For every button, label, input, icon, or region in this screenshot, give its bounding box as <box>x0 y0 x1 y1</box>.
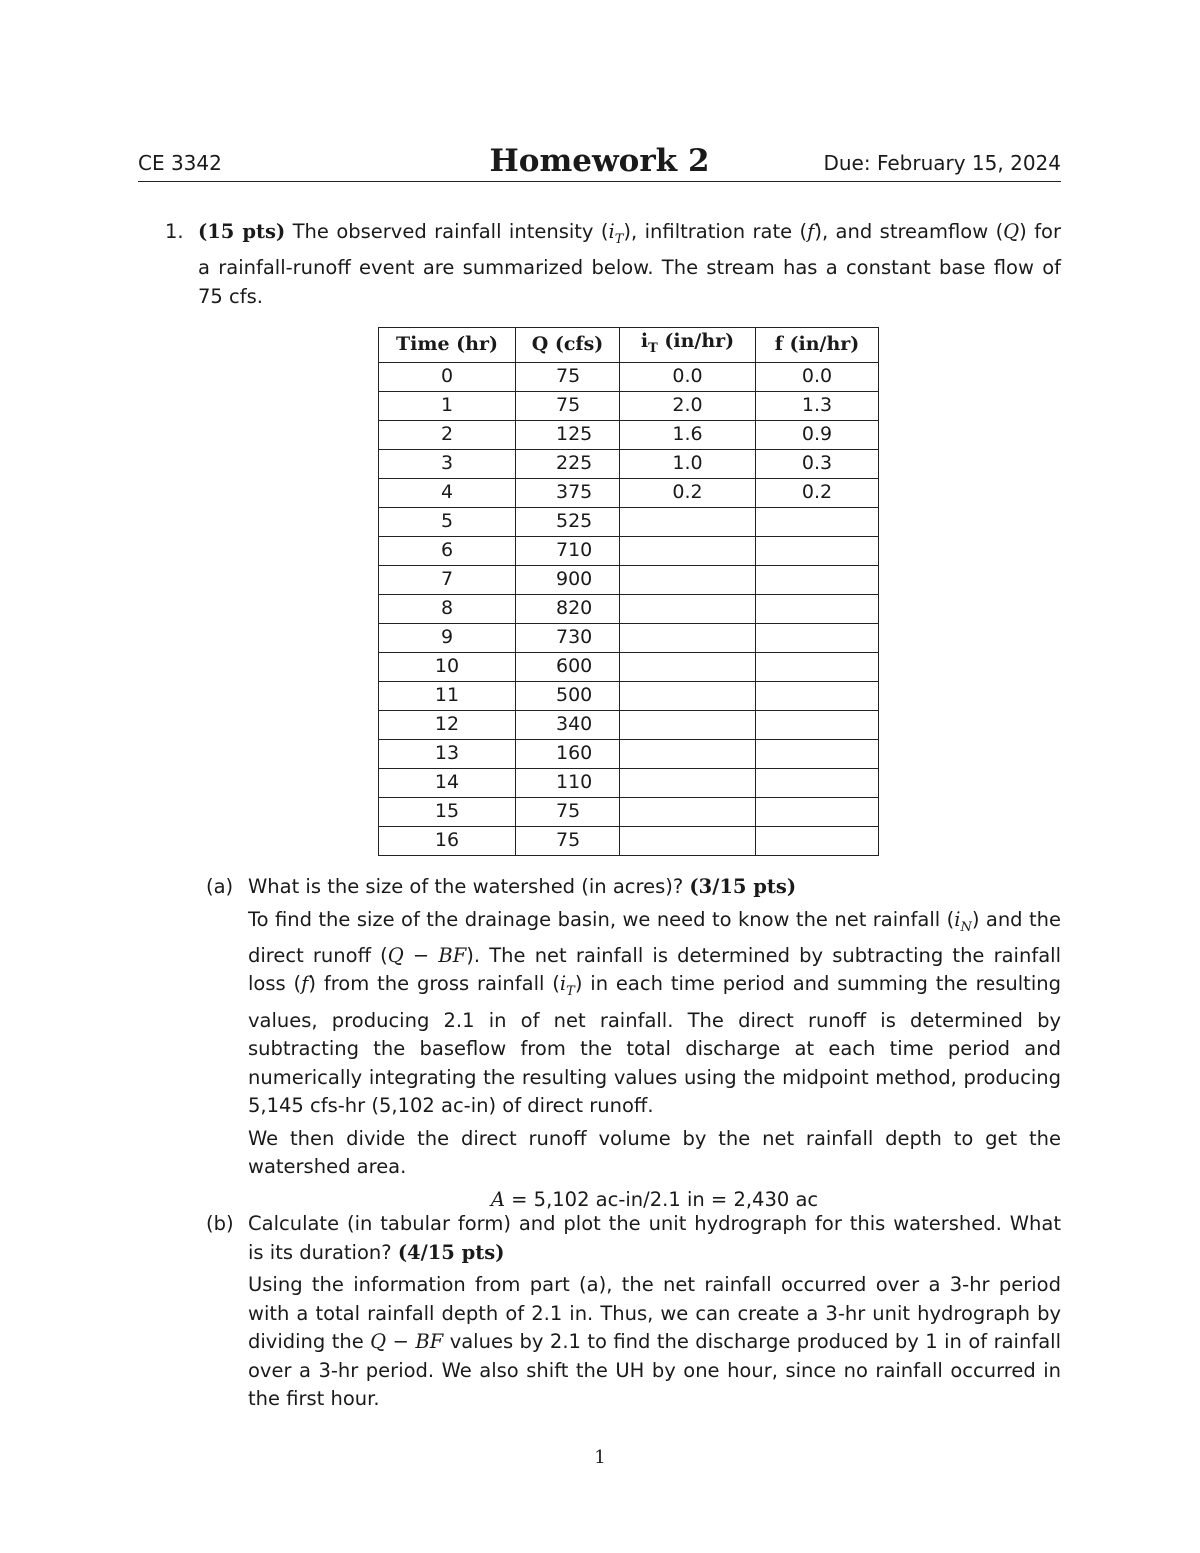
cell-f <box>756 826 879 855</box>
table-row <box>379 797 879 826</box>
cell-it <box>620 623 756 652</box>
table-row <box>379 565 879 594</box>
cell-it: 1.6 <box>620 420 756 449</box>
cell-f <box>756 565 879 594</box>
page-header <box>138 143 1061 182</box>
cell-f <box>756 623 879 652</box>
cell-it <box>620 652 756 681</box>
cell-time: 7 <box>379 565 516 594</box>
part-b-question: Calculate (in tabular form) and plot the unit hydrograph for this watershed. What is its duration? (4/15 pts) <box>248 1212 1061 1264</box>
cell-time: 16 <box>379 826 516 855</box>
cell-q: 340 <box>516 710 620 739</box>
table-row <box>379 710 879 739</box>
cell-it <box>620 797 756 826</box>
table-header-row <box>379 328 879 363</box>
table-row <box>379 507 879 536</box>
part-a-question: What is the size of the watershed (in acres)? (3/15 pts) <box>248 875 797 898</box>
cell-q: 75 <box>516 362 620 391</box>
cell-q: 160 <box>516 739 620 768</box>
cell-time: 11 <box>379 681 516 710</box>
cell-time: 4 <box>379 478 516 507</box>
cell-time: 1 <box>379 391 516 420</box>
area-equation: A = 5,102 ac-in/2.1 in = 2,430 ac <box>490 1187 819 1211</box>
part-a <box>206 873 1061 1218</box>
cell-q: 75 <box>516 826 620 855</box>
cell-time: 10 <box>379 652 516 681</box>
table-row <box>379 652 879 681</box>
cell-it: 1.0 <box>620 449 756 478</box>
cell-q: 525 <box>516 507 620 536</box>
cell-it <box>620 826 756 855</box>
cell-f: 0.0 <box>756 362 879 391</box>
cell-it: 2.0 <box>620 391 756 420</box>
cell-q: 75 <box>516 391 620 420</box>
table-row <box>379 826 879 855</box>
cell-f: 0.3 <box>756 449 879 478</box>
table-row <box>379 681 879 710</box>
part-a-paragraph-2: We then divide the direct runoff volume by the net rainfall depth to get the watershed area. <box>248 1126 1061 1179</box>
cell-q: 125 <box>516 420 620 449</box>
part-a-answer: To find the size of the drainage basin, we need to know the net rainfall $(i_N)$ and the direct runoff (Q − BF). The net rainfall is determined by subtracting the rainfall loss (f) from the gross rainfall $(i_T)$ in each time period and summing the resulting values, producing 2.1 in of net rainfall. The direct runoff is determined by subtracting the baseflow from the total discharge at each time period and numerically integrating the resulting values using the midpoint method, producing 5,145 cfs-hr (5,102 ac-in) of direct runoff. <box>248 907 1061 1118</box>
header-f: f (in/hr) <box>756 328 879 363</box>
cell-f <box>756 536 879 565</box>
cell-q: 600 <box>516 652 620 681</box>
cell-it <box>620 739 756 768</box>
table-row <box>379 420 879 449</box>
header-q: Q (cfs) <box>516 328 620 363</box>
cell-it: 0.2 <box>620 478 756 507</box>
table-row <box>379 536 879 565</box>
table-row <box>379 768 879 797</box>
table-body <box>379 362 879 855</box>
part-b-label: (b) <box>206 1212 234 1235</box>
cell-it <box>620 681 756 710</box>
table-row <box>379 362 879 391</box>
table-row <box>379 478 879 507</box>
cell-f: 0.9 <box>756 420 879 449</box>
cell-f <box>756 739 879 768</box>
rainfall-runoff-table <box>378 327 879 856</box>
part-a-label: (a) <box>206 875 234 898</box>
table-row <box>379 391 879 420</box>
table-row <box>379 623 879 652</box>
cell-q: 710 <box>516 536 620 565</box>
cell-time: 14 <box>379 768 516 797</box>
header-it: $i_T$ (in/hr) <box>620 328 756 363</box>
cell-q: 225 <box>516 449 620 478</box>
question-points: (15 pts) <box>198 220 286 243</box>
table-row <box>379 449 879 478</box>
cell-time: 0 <box>379 362 516 391</box>
question-number: 1. <box>165 220 184 243</box>
cell-it <box>620 594 756 623</box>
course-code: CE 3342 <box>138 151 222 175</box>
part-a-points: (3/15 pts) <box>689 875 797 898</box>
table-row <box>379 739 879 768</box>
due-date: Due: February 15, 2024 <box>823 151 1061 175</box>
cell-f: 0.2 <box>756 478 879 507</box>
cell-time: 9 <box>379 623 516 652</box>
cell-f <box>756 768 879 797</box>
cell-f <box>756 652 879 681</box>
cell-time: 3 <box>379 449 516 478</box>
cell-time: 6 <box>379 536 516 565</box>
cell-f: 1.3 <box>756 391 879 420</box>
question-1 <box>165 218 1061 311</box>
cell-q: 75 <box>516 797 620 826</box>
cell-it <box>620 507 756 536</box>
part-b-answer: Using the information from part (a), the net rainfall occurred over a 3-hr period with a total rainfall depth of 2.1 in. Thus, we can create a 3-hr unit hydrograph by dividing the Q − BF values by 2.1 to find the discharge produced by 1 in of rainfall over a 3-hr period. We also shift the UH by one hour, since no rainfall occurred in the first hour. <box>248 1273 1061 1410</box>
cell-f <box>756 797 879 826</box>
cell-q: 500 <box>516 681 620 710</box>
cell-q: 900 <box>516 565 620 594</box>
cell-f <box>756 507 879 536</box>
question-1-text: (15 pts) The observed rainfall intensity $(i_T)$, infiltration rate (f), and streamflow (Q) for a rainfall-runoff event are summarized below. The stream has a constant base flow of 75 cfs. <box>198 220 1062 308</box>
cell-time: 15 <box>379 797 516 826</box>
part-b <box>206 1210 1061 1418</box>
cell-time: 2 <box>379 420 516 449</box>
page-number: 1 <box>594 1447 606 1468</box>
cell-f <box>756 710 879 739</box>
cell-q: 820 <box>516 594 620 623</box>
cell-it <box>620 536 756 565</box>
cell-time: 12 <box>379 710 516 739</box>
header-time: Time (hr) <box>379 328 516 363</box>
cell-time: 8 <box>379 594 516 623</box>
cell-it: 0.0 <box>620 362 756 391</box>
cell-time: 5 <box>379 507 516 536</box>
cell-f <box>756 594 879 623</box>
cell-time: 13 <box>379 739 516 768</box>
page-title: Homework 2 <box>489 143 710 179</box>
cell-f <box>756 681 879 710</box>
cell-q: 730 <box>516 623 620 652</box>
cell-it <box>620 710 756 739</box>
table-row <box>379 594 879 623</box>
cell-it <box>620 768 756 797</box>
cell-q: 110 <box>516 768 620 797</box>
cell-q: 375 <box>516 478 620 507</box>
cell-it <box>620 565 756 594</box>
part-b-points: (4/15 pts) <box>397 1240 505 1264</box>
